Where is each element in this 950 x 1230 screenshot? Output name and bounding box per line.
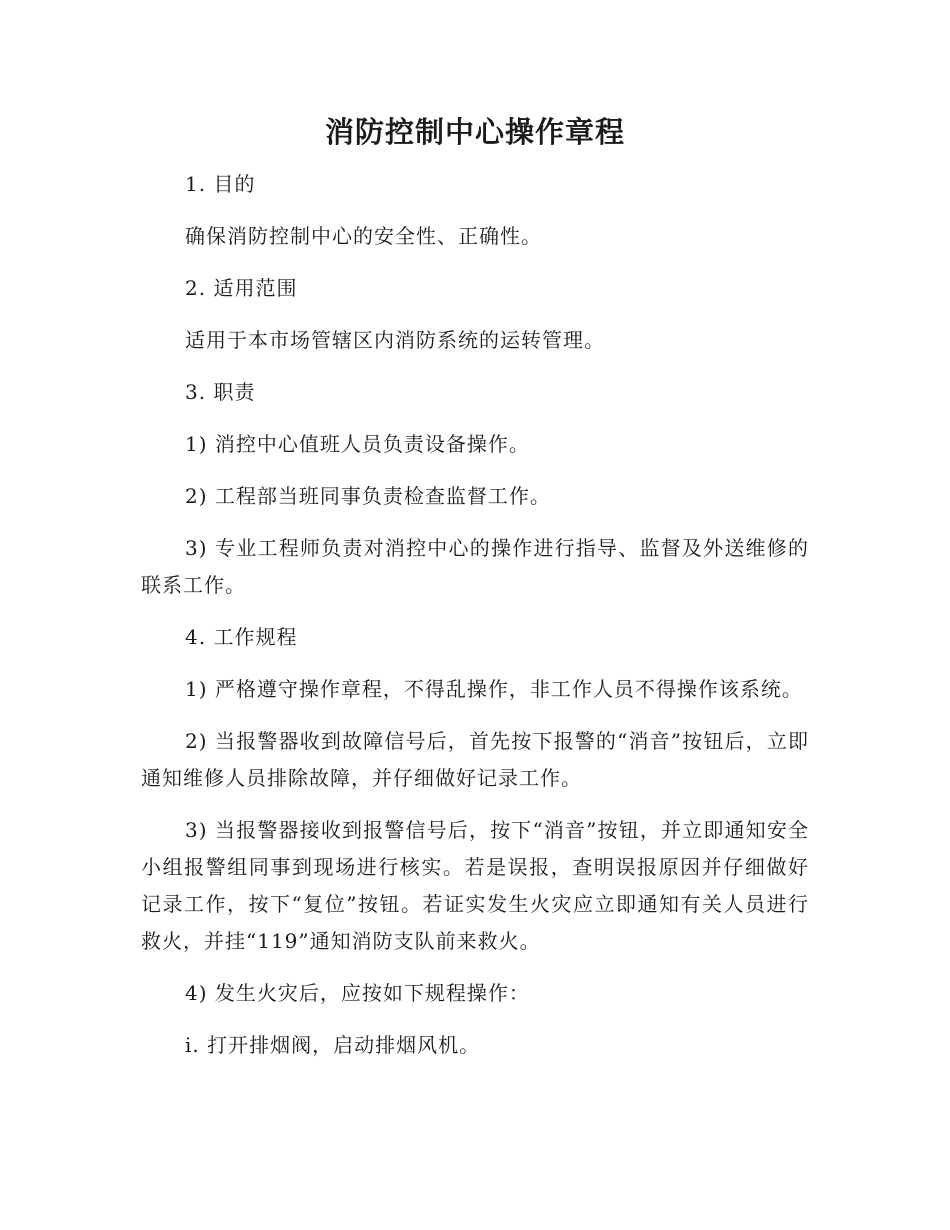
duty-item-3: 3) 专业工程师负责对消控中心的操作进行指导、监督及外送维修的联系工作。 xyxy=(141,536,809,597)
paragraph-scope: 适用于本市场管辖区内消防系统的运转管理。 xyxy=(185,328,605,352)
procedure-item-3: 3) 当报警器接收到报警信号后，按下“消音”按钮，并立即通知安全小组报警组同事到现场进行核实。若是误报，查明误报原因并仔细做好记录工作，按下“复位”按钮。若证实发生火灾应立即通知有关人员进行救火，并挂“119”通知消防支队前来救火。 xyxy=(141,818,809,953)
procedure-item-4: 4) 发生火灾后，应按如下规程操作： xyxy=(185,981,530,1005)
procedure-item-1: 1) 严格遵守操作章程，不得乱操作，非工作人员不得操作该系统。 xyxy=(185,677,803,701)
duty-item-2: 2) 工程部当班同事负责检查监督工作。 xyxy=(185,484,551,508)
section-heading-duties: 3. 职责 xyxy=(185,380,256,404)
section-heading-purpose: 1. 目的 xyxy=(185,172,256,196)
document-body xyxy=(141,166,809,1079)
paragraph-purpose: 确保消防控制中心的安全性、正确性。 xyxy=(185,224,542,248)
section-heading-procedures: 4. 工作规程 xyxy=(185,625,298,649)
document-title: 消防控制中心操作章程 xyxy=(324,115,625,149)
section-heading-scope: 2. 适用范围 xyxy=(185,276,298,300)
procedure-item-2: 2) 当报警器收到故障信号后，首先按下报警的“消音”按钮后，立即通知维修人员排除故障，并仔细做好记录工作。 xyxy=(141,729,809,790)
procedure-subitem-i: i. 打开排烟阀，启动排烟风机。 xyxy=(185,1033,481,1057)
duty-item-1: 1) 消控中心值班人员负责设备操作。 xyxy=(185,432,530,456)
